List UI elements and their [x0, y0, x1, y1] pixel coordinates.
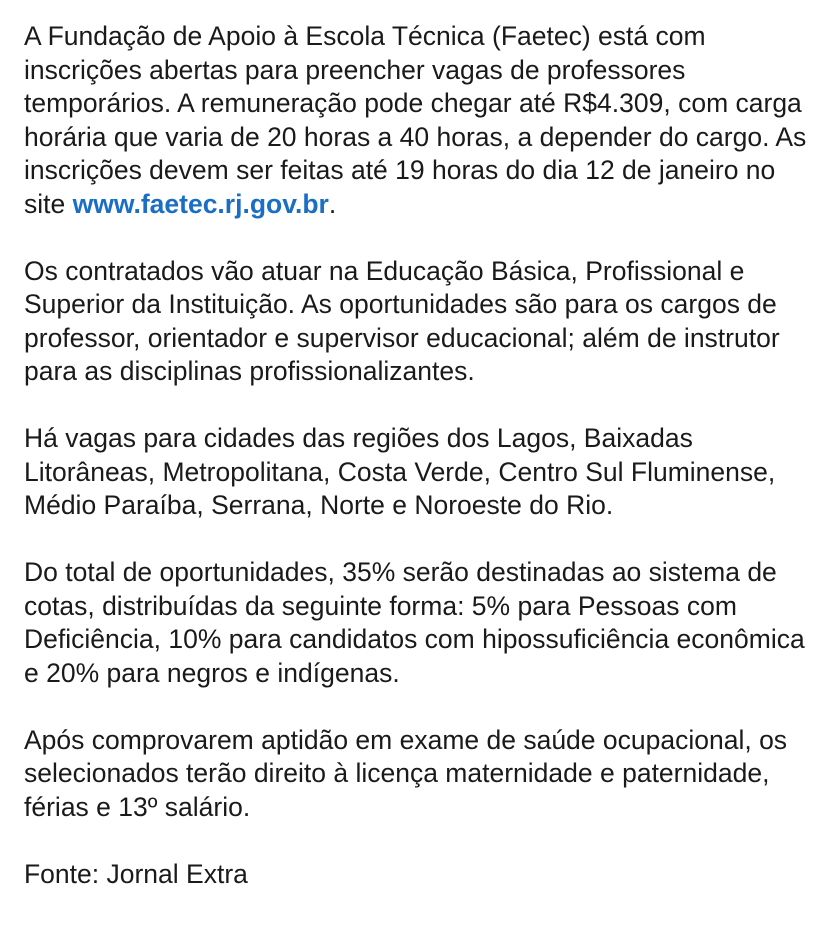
- paragraph-1-end: .: [328, 188, 337, 219]
- faetec-site-link[interactable]: www.faetec.rj.gov.br: [72, 188, 329, 219]
- paragraph-2: Os contratados vão atuar na Educação Básica, Profissional e Superior da Instituição. As oportunidades são para os cargos de professor, orientador e supervisor educacional; além de instrutor para as disciplinas profissionalizantes.: [24, 255, 780, 386]
- paragraph-1-text: A Fundação de Apoio à Escola Técnica (Faetec) está com inscrições abertas para preencher vagas de professores temporários. A remuneração pode chegar até R$4.309, com carga horária que varia de 20 horas a 40 horas, a depender do cargo. As inscrições devem ser feitas até 19 horas do dia 12 de janeiro no site: [24, 21, 807, 219]
- article-body: [24, 20, 814, 891]
- paragraph-4: Do total de oportunidades, 35% serão destinadas ao sistema de cotas, distribuídas da seguinte forma: 5% para Pessoas com Deficiência, 10% para candidatos com hipossuficiência econômica e 20% para negros e indígenas.: [24, 557, 805, 688]
- paragraph-3: Há vagas para cidades das regiões dos Lagos, Baixadas Litorâneas, Metropolitana, Costa Verde, Centro Sul Fluminense, Médio Paraíba, Serrana, Norte e Noroeste do Rio.: [24, 423, 776, 520]
- paragraph-5: Após comprovarem aptidão em exame de saúde ocupacional, os selecionados terão direito à licença maternidade e paternidade, férias e 13º salário.: [24, 724, 788, 822]
- source-credit: Fonte: Jornal Extra: [24, 858, 248, 889]
- paragraph-1: [24, 20, 814, 221]
